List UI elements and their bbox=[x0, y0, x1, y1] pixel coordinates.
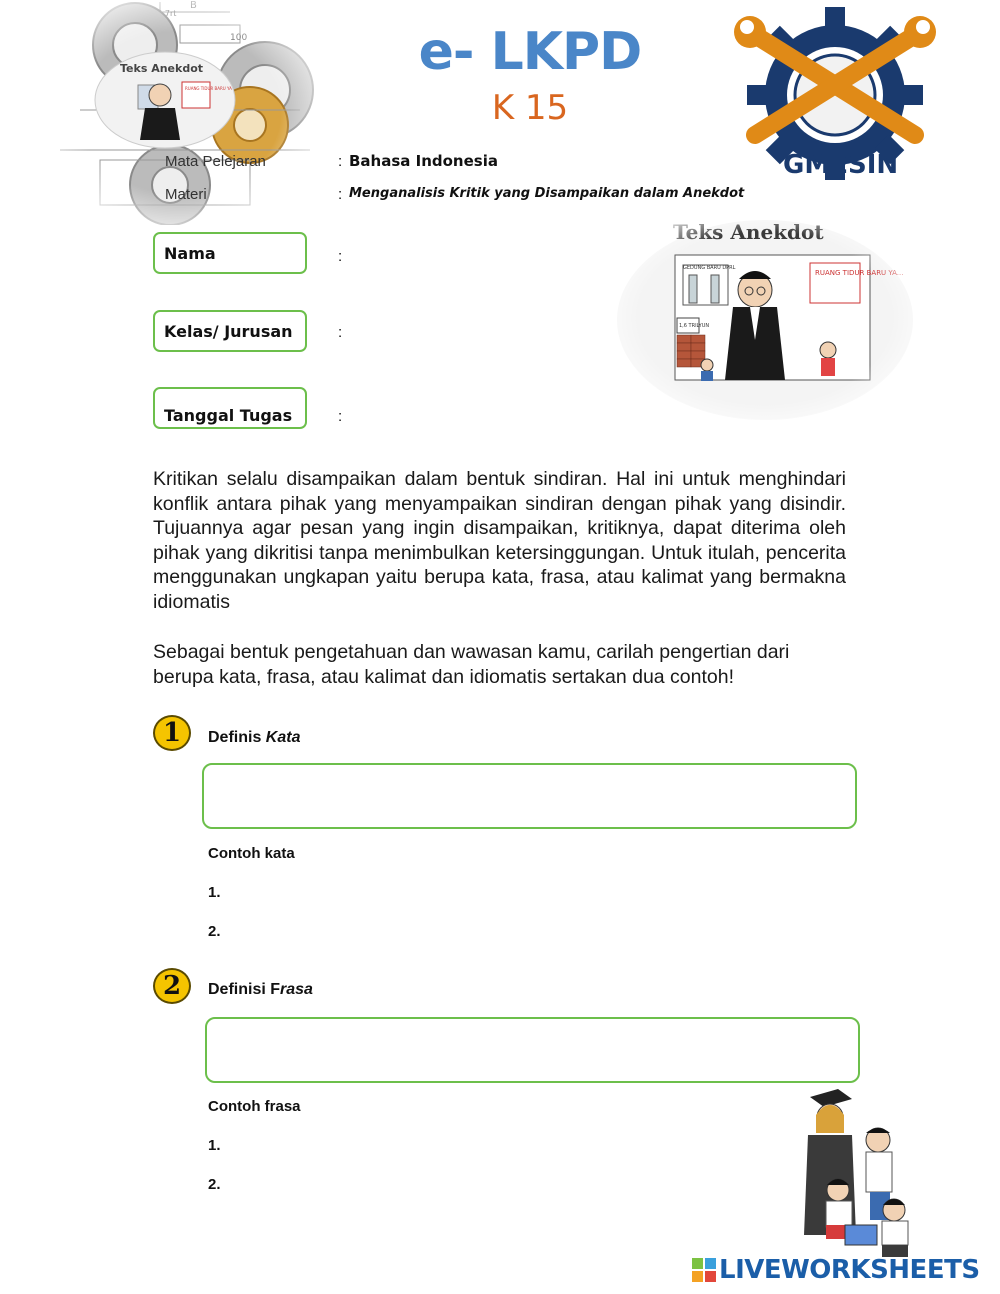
liveworksheets-brand bbox=[692, 1255, 980, 1285]
example-item-kata-2: 2. bbox=[208, 923, 221, 940]
meta-label-material: Materi bbox=[165, 186, 207, 203]
meta-colon: : bbox=[338, 153, 343, 170]
example-item-frasa-1: 1. bbox=[208, 1137, 221, 1154]
example-label-kata: Contoh kata bbox=[208, 845, 295, 862]
liveworksheets-logo-icon bbox=[692, 1258, 716, 1282]
field-colon-tanggal: : bbox=[338, 408, 343, 425]
question-number-1: 1 bbox=[153, 715, 191, 751]
anekdot-cartoon-illustration bbox=[615, 215, 915, 420]
meta-value-material: Menganalisis Kritik yang Disampaikan dalam Anekdot bbox=[349, 186, 745, 201]
field-label-nama: Nama bbox=[153, 232, 307, 274]
page-title: e- LKPD bbox=[418, 22, 642, 82]
page-subtitle: K 15 bbox=[491, 88, 569, 128]
students-illustration bbox=[790, 1085, 940, 1260]
field-label-kelas: Kelas/ Jurusan bbox=[153, 310, 307, 352]
question-number-2: 2 bbox=[153, 968, 191, 1004]
question-label-1: Definis Kata bbox=[208, 729, 301, 746]
gmesin-logo bbox=[725, 5, 940, 180]
example-item-frasa-2: 2. bbox=[208, 1176, 221, 1193]
field-label-tanggal: Tanggal Tugas bbox=[153, 387, 307, 429]
example-label-frasa: Contoh frasa bbox=[208, 1098, 301, 1115]
example-item-kata-1: 1. bbox=[208, 884, 221, 901]
instruction-paragraph: Sebagai bentuk pengetahuan dan wawasan kamu, carilah pengertian dari berupa kata, frasa, atau kalimat dan idiomatis sertakan dua contoh! bbox=[153, 641, 790, 688]
question-label-2: Definisi Frasa bbox=[208, 981, 313, 998]
answer-box-kata[interactable] bbox=[202, 763, 857, 829]
liveworksheets-text: LIVEWORKSHEETS bbox=[719, 1255, 980, 1285]
field-colon-kelas: : bbox=[338, 324, 343, 341]
meta-value-subject: Bahasa Indonesia bbox=[349, 152, 498, 170]
meta-label-subject: Mata Pelejaran bbox=[165, 153, 266, 170]
logo-text: GMESIN bbox=[783, 150, 899, 180]
answer-box-frasa[interactable] bbox=[205, 1017, 860, 1083]
meta-colon: : bbox=[338, 186, 343, 203]
intro-paragraph: Kritikan selalu disampaikan dalam bentuk sindiran. Hal ini untuk menghindari konflik antara pihak yang menyampaikan sindiran dengan pihak yang disindir. Tujuannya agar pesan yang ingin disampaikan, kritiknya, dapat diterima oleh pihak yang dikritisi tanpa menimbulkan ketersinggungan. Untuk itulah, pencerita menggunakan ungkapan yaitu berupa kata, frasa, atau kalimat yang bermakna idiomatis bbox=[153, 468, 846, 613]
field-colon-nama: : bbox=[338, 248, 343, 265]
